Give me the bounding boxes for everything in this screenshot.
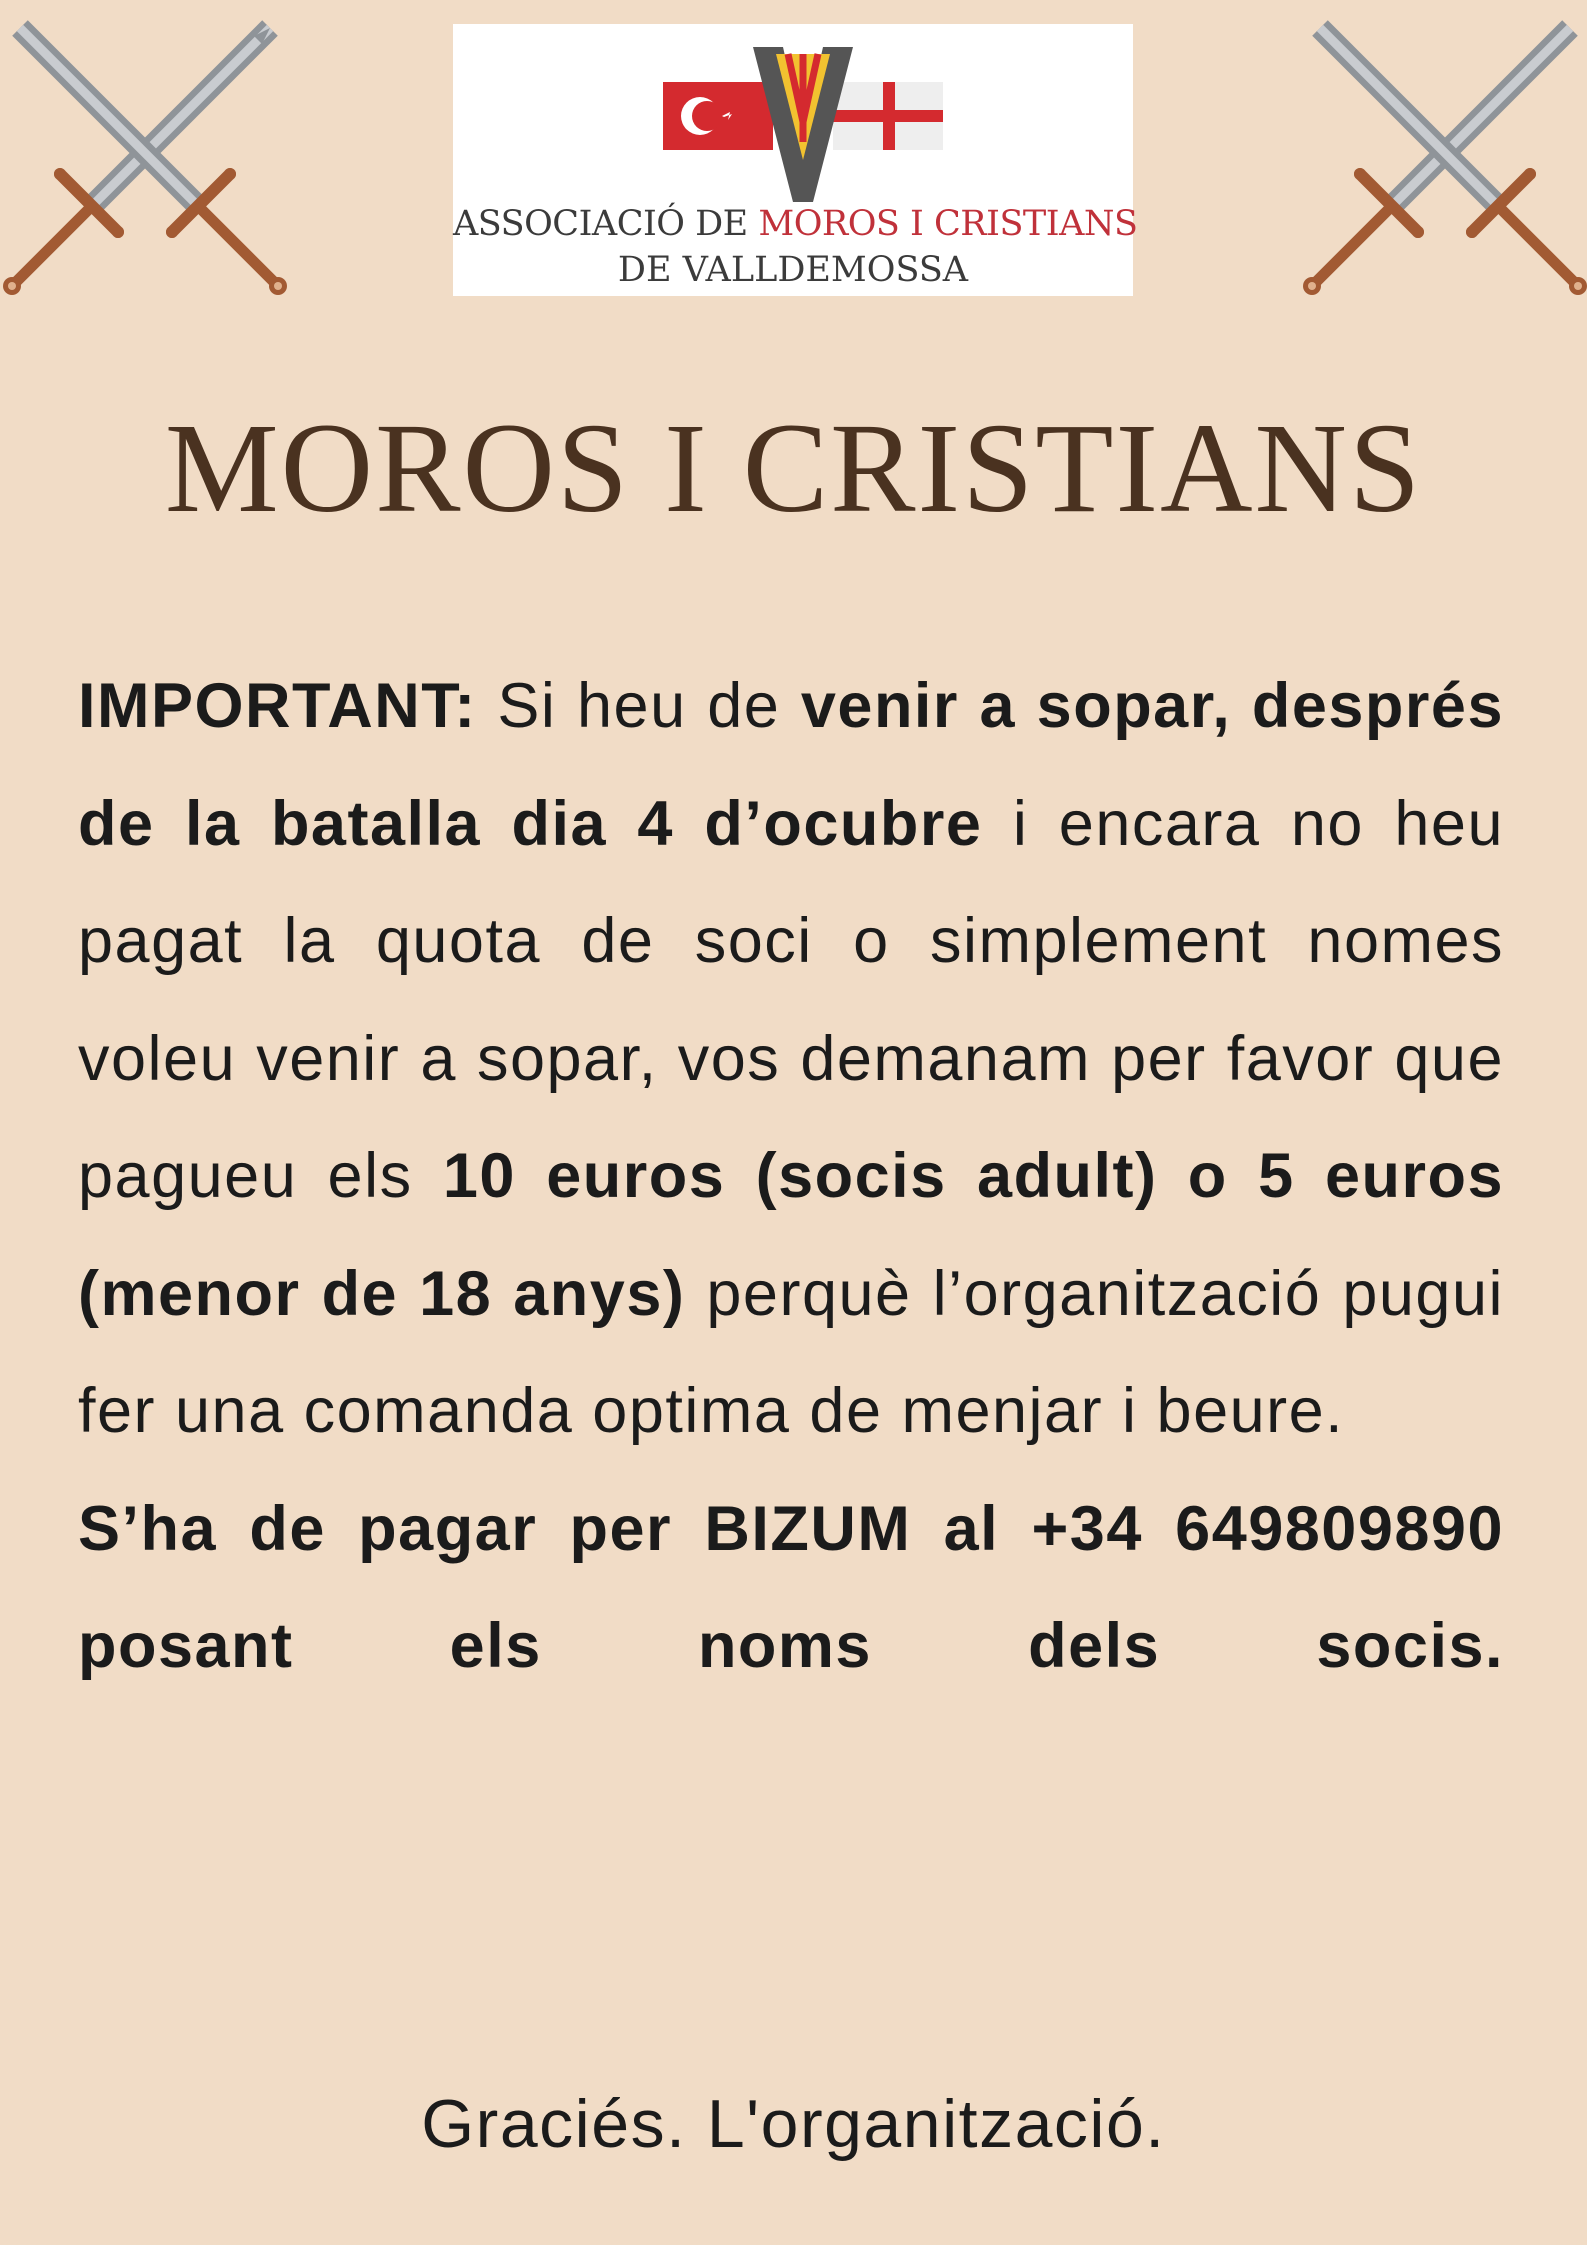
crossed-swords-icon (0, 14, 290, 304)
logo-text-line1: ASSOCIACIÓ DE MOROS I CRISTIANS (453, 204, 1138, 244)
crossed-swords-icon (1300, 14, 1587, 304)
notice-paragraph: IMPORTANT: Si heu de venir a sopar, després de la batalla dia 4 d’ocubre i encara no heu pagat la quota de soci o simplement nomes voleu venir a sopar, vos demanam per favor que pagueu els 10 euros (socis adult) o 5 euros (menor de 18 anys) perquè l’organització pugui fer una comanda optima de menjar i beure. (78, 671, 1505, 1446)
logo-text-line2: DE VALLDEMOSSA (617, 250, 969, 290)
signoff: Graciés. L'organització. (421, 2086, 1166, 2162)
payment-instructions: S’ha de pagar per BIZUM al +34 649809890 posant els noms dels socis. (78, 1493, 1504, 1681)
association-logo-icon (658, 42, 948, 217)
association-logo (453, 24, 1138, 296)
notice-body (78, 648, 1504, 1706)
page-title: MOROS I CRISTIANS (164, 397, 1423, 539)
